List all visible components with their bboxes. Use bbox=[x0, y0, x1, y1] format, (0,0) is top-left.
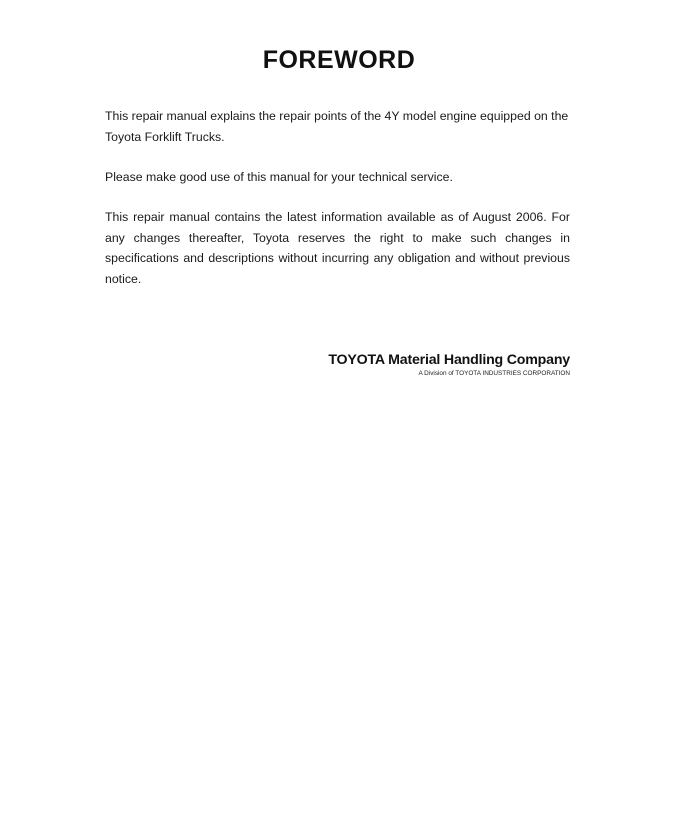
company-signature bbox=[328, 352, 570, 377]
usage-paragraph: Please make good use of this manual for your technical service. bbox=[105, 170, 453, 184]
page-title: FOREWORD bbox=[262, 46, 416, 74]
company-name: TOYOTA Material Handling Company bbox=[328, 352, 570, 368]
company-division: A Division of TOYOTA INDUSTRIES CORPORATION bbox=[418, 370, 570, 377]
intro-paragraph: This repair manual explains the repair points of the 4Y model engine equipped on the Toyota Forklift Trucks. bbox=[105, 109, 569, 144]
disclaimer-paragraph: This repair manual contains the latest information available as of August 2006. For any changes thereafter, Toyota reserves the right to make such changes in specifications and descriptions without incurring any obligation and without previous notice. bbox=[105, 210, 570, 286]
